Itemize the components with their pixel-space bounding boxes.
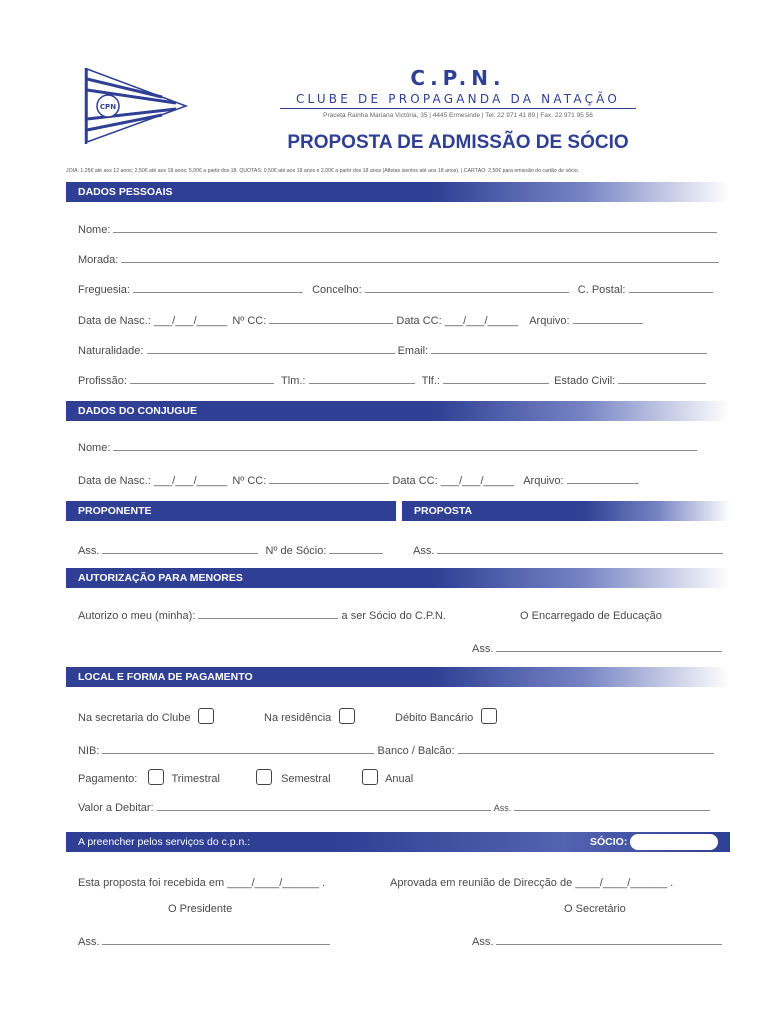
payment-semestral	[256, 773, 331, 785]
input-valor[interactable]	[157, 802, 491, 811]
section-proposal: PROPOSTA	[402, 501, 730, 521]
org-abbreviation: C.P.N.	[410, 66, 506, 90]
input-arquivo[interactable]	[573, 315, 643, 324]
label-naturalidade: Naturalidade:	[78, 345, 144, 357]
label-payment-ass: Ass.	[493, 803, 512, 813]
field-autorizo-row	[78, 610, 446, 622]
label-tlf: Tlf.:	[421, 375, 440, 387]
label-proposal-ass: Ass.	[413, 545, 435, 557]
field-spouse-nasc-row	[78, 475, 639, 487]
field-proposal-ass[interactable]	[413, 545, 723, 557]
header-divider	[280, 108, 636, 109]
checkbox-anual[interactable]	[362, 769, 378, 785]
label-arquivo: Arquivo:	[529, 315, 570, 327]
payment-anual	[362, 773, 413, 785]
label-spouse-data-nasc: Data de Nasc.:	[78, 475, 151, 487]
field-presidente-ass[interactable]	[78, 936, 330, 948]
input-proponent-ass[interactable]	[102, 545, 258, 554]
section-services: A preencher pelos serviços do c.p.n.:	[66, 832, 730, 852]
input-presidente-ass[interactable]	[102, 936, 330, 945]
label-presidente: O Presidente	[168, 903, 233, 915]
field-morada[interactable]	[78, 254, 719, 266]
field-minors-ass[interactable]	[472, 643, 722, 655]
input-spouse-data-nasc[interactable]: ___/___/_____	[153, 475, 228, 487]
label-estado-civil: Estado Civil:	[554, 375, 616, 387]
field-naturalidade-row	[78, 345, 707, 357]
label-secretario-ass: Ass.	[472, 936, 494, 948]
label-trimestral: Trimestral	[171, 773, 220, 785]
input-banco[interactable]	[458, 745, 714, 754]
label-proponent-ass: Ass.	[78, 545, 100, 557]
label-autorizo: Autorizo o meu (minha):	[78, 610, 196, 622]
label-residencia: Na residência	[264, 712, 332, 724]
input-spouse-ncc[interactable]	[269, 475, 389, 484]
field-freguesia-row	[78, 284, 713, 296]
label-data-cc: Data CC:	[396, 315, 442, 327]
input-aprovada-date[interactable]: ____/____/______ .	[575, 877, 674, 889]
label-ncc: Nº CC:	[232, 315, 267, 327]
input-proposal-ass[interactable]	[437, 545, 723, 554]
checkbox-residencia[interactable]	[339, 708, 355, 724]
input-freguesia[interactable]	[133, 284, 303, 293]
field-spouse-nome[interactable]	[78, 442, 697, 454]
section-minors: AUTORIZAÇÃO PARA MENORES	[66, 568, 730, 588]
label-spouse-nome: Nome:	[78, 442, 111, 454]
label-ser-socio: a ser Sócio do C.P.N.	[341, 610, 446, 622]
field-nib-row	[78, 745, 714, 757]
input-spouse-nome[interactable]	[113, 442, 697, 451]
field-profissao-row	[78, 375, 706, 387]
payment-location-row	[78, 712, 214, 724]
input-socio-number[interactable]	[630, 834, 718, 850]
label-socio: SÓCIO:	[590, 836, 628, 848]
input-recebida-date[interactable]: ____/____/______ .	[227, 877, 326, 889]
section-personal-data: DADOS PESSOAIS	[66, 182, 730, 202]
label-profissao: Profissão:	[78, 375, 127, 387]
input-minors-ass[interactable]	[496, 643, 722, 652]
org-name: CLUBE DE PROPAGANDA DA NATAÇÃO	[295, 92, 621, 106]
field-aprovada-row	[390, 877, 673, 889]
input-email[interactable]	[431, 345, 707, 354]
section-proponent: PROPONENTE	[66, 501, 396, 521]
label-morada: Morada:	[78, 254, 119, 266]
svg-text:CPN: CPN	[99, 103, 117, 111]
section-payment: LOCAL E FORMA DE PAGAMENTO	[66, 667, 730, 687]
label-email: Email:	[397, 345, 429, 357]
input-profissao[interactable]	[130, 375, 274, 384]
checkbox-secretaria[interactable]	[198, 708, 214, 724]
field-recebida-row	[78, 877, 325, 889]
field-valor-row	[78, 802, 710, 814]
input-estado-civil[interactable]	[618, 375, 706, 384]
label-banco: Banco / Balcão:	[377, 745, 455, 757]
checkbox-debito[interactable]	[481, 708, 497, 724]
fees-info: JÓIA: 1,25€ até aos 12 anos; 2,50€ até aos 18 anos; 5,00€ a partir dos 18. QUOTAS: 0.50€ até aos 18 anos e 2,00€ a partir dos 18 anos (Atletas isentos até aos 18 anos). | CARTÃO: 2,50€ para emissão do cartão de sócio.	[66, 168, 580, 174]
input-data-nasc[interactable]: ___/___/_____	[153, 315, 228, 327]
label-anual: Anual	[385, 773, 414, 785]
field-secretario-ass[interactable]	[472, 936, 722, 948]
input-spouse-arquivo[interactable]	[567, 475, 639, 484]
label-data-nasc: Data de Nasc.:	[78, 315, 151, 327]
field-nasc-row	[78, 315, 643, 327]
club-flag-logo	[80, 66, 190, 146]
label-spouse-data-cc: Data CC:	[392, 475, 438, 487]
input-tlf[interactable]	[443, 375, 549, 384]
input-ncc[interactable]	[269, 315, 393, 324]
payment-residence	[264, 712, 355, 724]
checkbox-semestral[interactable]	[256, 769, 272, 785]
input-tlm[interactable]	[309, 375, 415, 384]
input-spouse-data-cc[interactable]: ___/___/_____	[440, 475, 515, 487]
label-cpostal: C. Postal:	[577, 284, 626, 296]
section-spouse-data: DADOS DO CONJUGUE	[66, 401, 730, 421]
label-n-socio: Nº de Sócio:	[265, 545, 327, 557]
label-concelho: Concelho:	[312, 284, 362, 296]
label-encarregado: O Encarregado de Educação	[520, 610, 662, 622]
input-nome[interactable]	[113, 224, 717, 233]
input-concelho[interactable]	[365, 284, 569, 293]
field-nome[interactable]	[78, 224, 717, 236]
input-n-socio[interactable]	[329, 545, 383, 554]
input-cpostal[interactable]	[629, 284, 713, 293]
input-naturalidade[interactable]	[147, 345, 395, 354]
input-autorizo[interactable]	[198, 610, 338, 619]
label-debito: Débito Bancário	[395, 712, 474, 724]
input-secretario-ass[interactable]	[496, 936, 722, 945]
label-secretaria: Na secretaria do Clube	[78, 712, 191, 724]
label-freguesia: Freguesia:	[78, 284, 130, 296]
label-nib: NIB:	[78, 745, 100, 757]
label-minors-ass: Ass.	[472, 643, 494, 655]
input-payment-ass[interactable]	[514, 802, 710, 811]
label-secretario: O Secretário	[564, 903, 626, 915]
payment-debit	[395, 712, 497, 724]
input-nib[interactable]	[102, 745, 374, 754]
label-nome: Nome:	[78, 224, 111, 236]
checkbox-trimestral[interactable]	[148, 769, 164, 785]
payment-frequency-row	[78, 773, 220, 785]
label-aprovada: Aprovada em reunião de Direcção de	[390, 877, 573, 889]
label-pagamento: Pagamento:	[78, 773, 138, 785]
field-proponent-row	[78, 545, 383, 557]
label-tlm: Tlm.:	[281, 375, 306, 387]
label-presidente-ass: Ass.	[78, 936, 100, 948]
label-valor: Valor a Debitar:	[78, 802, 154, 814]
document-title: PROPOSTA DE ADMISSÃO DE SÓCIO	[287, 132, 629, 153]
org-address: Praceta Rainha Mariana Victória, 35 | 4445 Ermesinde | Tel. 22 971 41 89 | Fax. 22 971 95 56	[323, 112, 593, 119]
input-data-cc[interactable]: ___/___/_____	[444, 315, 519, 327]
label-spouse-arquivo: Arquivo:	[523, 475, 564, 487]
label-recebida: Esta proposta foi recebida em	[78, 877, 225, 889]
label-semestral: Semestral	[281, 773, 331, 785]
input-morada[interactable]	[121, 254, 719, 263]
label-spouse-ncc: Nº CC:	[232, 475, 267, 487]
